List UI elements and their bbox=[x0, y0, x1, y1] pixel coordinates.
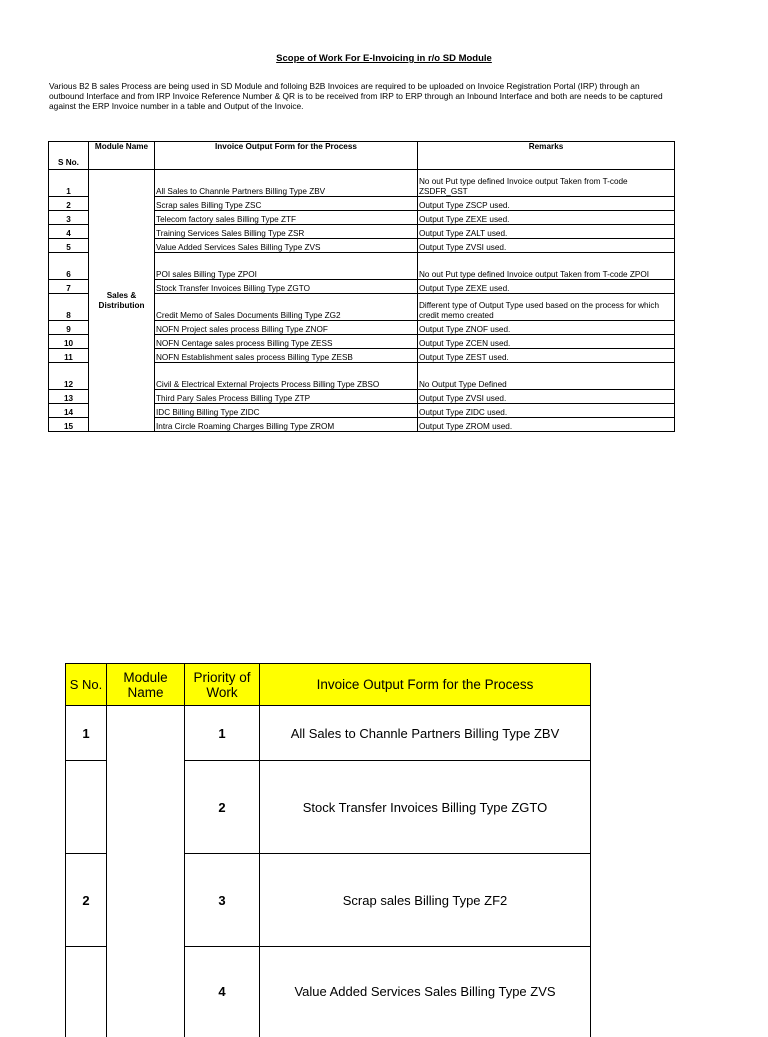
remarks-cell: Output Type ZALT used. bbox=[418, 225, 675, 239]
remarks-cell: Output Type ZSCP used. bbox=[418, 197, 675, 211]
sno-cell: 1 bbox=[49, 170, 89, 197]
remarks-cell: Output Type ZVSI used. bbox=[418, 239, 675, 253]
priority-table bbox=[65, 663, 591, 1037]
process-cell: Training Services Sales Billing Type ZSR bbox=[155, 225, 418, 239]
col-header-module: Module Name bbox=[107, 664, 185, 706]
scope-table bbox=[48, 141, 675, 432]
sno-cell bbox=[66, 947, 107, 1037]
module-name-cell: Sales & Distribution bbox=[89, 170, 155, 432]
table-row bbox=[66, 706, 591, 761]
remarks-cell: No Output Type Defined bbox=[418, 363, 675, 390]
document-title: Scope of Work For E-Invoicing in r/o SD Module bbox=[276, 53, 492, 64]
remarks-cell: Output Type ZNOF used. bbox=[418, 321, 675, 335]
process-cell: Scrap sales Billing Type ZF2 bbox=[260, 854, 591, 947]
sno-cell: 6 bbox=[49, 253, 89, 280]
priority-cell: 4 bbox=[185, 947, 260, 1037]
sno-cell: 14 bbox=[49, 404, 89, 418]
sno-cell: 1 bbox=[66, 706, 107, 761]
remarks-cell: Output Type ZCEN used. bbox=[418, 335, 675, 349]
col-header-priority: Priority of Work bbox=[185, 664, 260, 706]
process-cell: Value Added Services Sales Billing Type ZVS bbox=[155, 239, 418, 253]
process-cell: POI sales Billing Type ZPOI bbox=[155, 253, 418, 280]
col-header-process: Invoice Output Form for the Process bbox=[155, 142, 418, 170]
col-header-remarks: Remarks bbox=[418, 142, 675, 170]
col-header-module: Module Name bbox=[89, 142, 155, 170]
remarks-cell: Output Type ZEXE used. bbox=[418, 280, 675, 294]
remarks-cell: No out Put type defined Invoice output Taken from T-code ZSDFR_GST bbox=[418, 170, 675, 197]
sno-cell: 11 bbox=[49, 349, 89, 363]
sno-cell: 2 bbox=[66, 854, 107, 947]
remarks-cell: Output Type ZEXE used. bbox=[418, 211, 675, 225]
sno-cell: 5 bbox=[49, 239, 89, 253]
priority-cell: 1 bbox=[185, 706, 260, 761]
process-cell: NOFN Centage sales process Billing Type ZESS bbox=[155, 335, 418, 349]
remarks-cell: Output Type ZEST used. bbox=[418, 349, 675, 363]
process-cell: All Sales to Channle Partners Billing Type ZBV bbox=[155, 170, 418, 197]
process-cell: Telecom factory sales Billing Type ZTF bbox=[155, 211, 418, 225]
process-cell: All Sales to Channle Partners Billing Type ZBV bbox=[260, 706, 591, 761]
table-row bbox=[49, 170, 675, 197]
sno-cell: 2 bbox=[49, 197, 89, 211]
sno-cell: 3 bbox=[49, 211, 89, 225]
remarks-cell: Output Type ZROM used. bbox=[418, 418, 675, 432]
sno-cell: 8 bbox=[49, 294, 89, 321]
remarks-cell: No out Put type defined Invoice output Taken from T-code ZPOI bbox=[418, 253, 675, 280]
process-cell: Value Added Services Sales Billing Type ZVS bbox=[260, 947, 591, 1037]
process-cell: NOFN Establishment sales process Billing Type ZESB bbox=[155, 349, 418, 363]
process-cell: Civil & Electrical External Projects Process Billing Type ZBSO bbox=[155, 363, 418, 390]
remarks-cell: Output Type ZIDC used. bbox=[418, 404, 675, 418]
sno-cell: 9 bbox=[49, 321, 89, 335]
process-cell: NOFN Project sales process Billing Type ZNOF bbox=[155, 321, 418, 335]
sno-cell: 15 bbox=[49, 418, 89, 432]
process-cell: Stock Transfer Invoices Billing Type ZGTO bbox=[155, 280, 418, 294]
col-header-sno: S No. bbox=[66, 664, 107, 706]
sno-cell: 12 bbox=[49, 363, 89, 390]
sno-cell bbox=[66, 761, 107, 854]
process-cell: Credit Memo of Sales Documents Billing Type ZG2 bbox=[155, 294, 418, 321]
sno-cell: 10 bbox=[49, 335, 89, 349]
module-name-cell bbox=[107, 706, 185, 1037]
priority-cell: 2 bbox=[185, 761, 260, 854]
remarks-cell: Different type of Output Type used based on the process for which credit memo created bbox=[418, 294, 675, 321]
process-cell: Intra Circle Roaming Charges Billing Type ZROM bbox=[155, 418, 418, 432]
process-cell: Stock Transfer Invoices Billing Type ZGTO bbox=[260, 761, 591, 854]
sno-cell: 7 bbox=[49, 280, 89, 294]
intro-paragraph: Various B2 B sales Process are being used in SD Module and folloing B2B Invoices are required to be uploaded on Invoice Registration Portal (IRP) through an outbound Interface and from IRP Invoice Reference Number & QR is to be received from IRP to ERP through an Inbound Interface and both are needs to be captured against the ERP Invoice number in a table and Output of the Invoice. bbox=[49, 81, 663, 111]
col-header-process: Invoice Output Form for the Process bbox=[260, 664, 591, 706]
priority-cell: 3 bbox=[185, 854, 260, 947]
col-header-sno: S No. bbox=[49, 142, 89, 170]
process-cell: Third Pary Sales Process Billing Type ZTP bbox=[155, 390, 418, 404]
remarks-cell: Output Type ZVSI used. bbox=[418, 390, 675, 404]
process-cell: Scrap sales Billing Type ZSC bbox=[155, 197, 418, 211]
sno-cell: 13 bbox=[49, 390, 89, 404]
process-cell: IDC Billing Billing Type ZIDC bbox=[155, 404, 418, 418]
sno-cell: 4 bbox=[49, 225, 89, 239]
